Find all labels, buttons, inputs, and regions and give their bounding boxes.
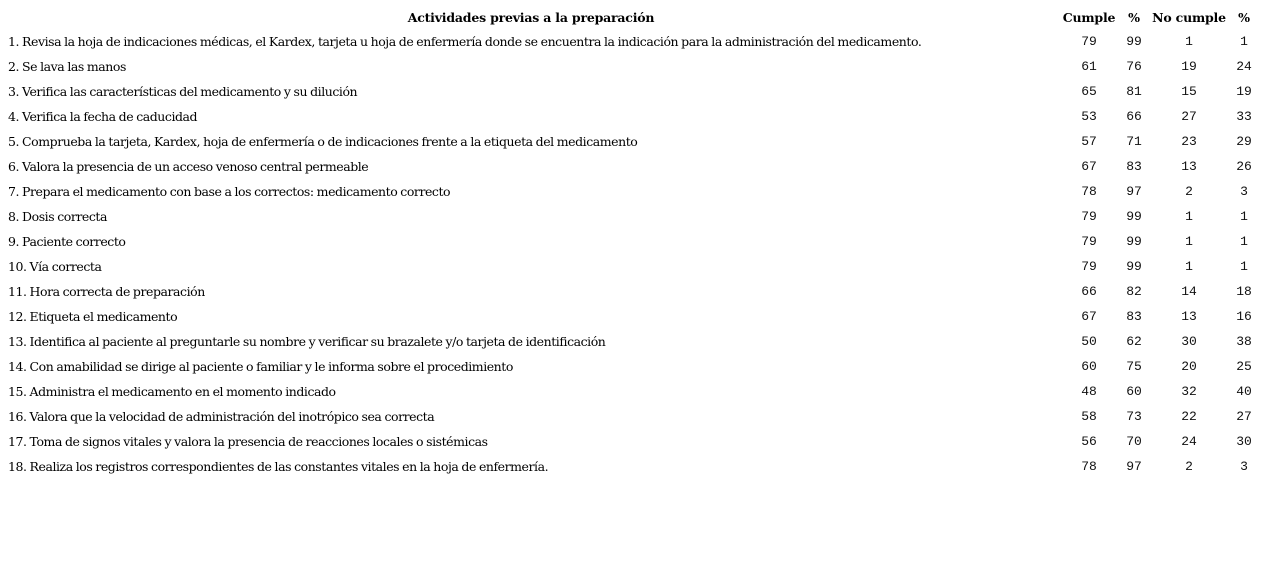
activity-cell: 12. Etiqueta el medicamento: [8, 309, 178, 324]
cumple-cell: 67: [1081, 159, 1097, 174]
no-cumple-cell: 1: [1185, 234, 1193, 249]
pct-cumple-cell: 99: [1126, 34, 1142, 49]
table-row: [4, 329, 1258, 354]
header-activity: Actividades previas a la preparación: [407, 9, 655, 25]
pct-cumple-cell: 99: [1126, 259, 1142, 274]
cumple-cell: 57: [1081, 134, 1097, 149]
pct-cumple-cell: 97: [1126, 184, 1142, 199]
no-cumple-cell: 13: [1181, 309, 1197, 324]
activity-cell: 18. Realiza los registros correspondientes de las constantes vitales en la hoja de enfermería.: [8, 459, 549, 474]
pct-cumple-cell: 60: [1126, 384, 1142, 399]
table-row: [4, 304, 1258, 329]
no-cumple-cell: 13: [1181, 159, 1197, 174]
table-row: [4, 129, 1258, 154]
table-body: [4, 29, 1258, 479]
cumple-cell: 79: [1081, 234, 1097, 249]
pct-cumple-cell: 81: [1126, 84, 1142, 99]
cumple-cell: 60: [1081, 359, 1097, 374]
pct-cumple-cell: 71: [1126, 134, 1142, 149]
pct-cumple-cell: 83: [1126, 309, 1142, 324]
activity-cell: 9. Paciente correcto: [8, 234, 126, 249]
activity-cell: 16. Valora que la velocidad de administración del inotrópico sea correcta: [8, 409, 435, 424]
pct-no-cumple-cell: 30: [1236, 434, 1252, 449]
cumple-cell: 78: [1081, 184, 1097, 199]
pct-no-cumple-cell: 29: [1236, 134, 1252, 149]
no-cumple-cell: 23: [1181, 134, 1197, 149]
no-cumple-cell: 22: [1181, 409, 1197, 424]
table-row: [4, 79, 1258, 104]
pct-no-cumple-cell: 40: [1236, 384, 1252, 399]
activity-cell: 5. Comprueba la tarjeta, Kardex, hoja de enfermería o de indicaciones frente a la etiqueta del medicamento: [8, 134, 638, 149]
table-row: [4, 179, 1258, 204]
pct-cumple-cell: 66: [1126, 109, 1142, 124]
pct-no-cumple-cell: 3: [1240, 184, 1248, 199]
pct-cumple-cell: 73: [1126, 409, 1142, 424]
pct-cumple-cell: 75: [1126, 359, 1142, 374]
no-cumple-cell: 30: [1181, 334, 1197, 349]
no-cumple-cell: 19: [1181, 59, 1197, 74]
cumple-cell: 67: [1081, 309, 1097, 324]
pct-no-cumple-cell: 1: [1240, 209, 1248, 224]
cumple-cell: 79: [1081, 209, 1097, 224]
cumple-cell: 48: [1081, 384, 1097, 399]
no-cumple-cell: 1: [1185, 209, 1193, 224]
pct-no-cumple-cell: 27: [1236, 409, 1252, 424]
no-cumple-cell: 27: [1181, 109, 1197, 124]
pct-cumple-cell: 99: [1126, 234, 1142, 249]
pct-no-cumple-cell: 1: [1240, 34, 1248, 49]
activities-table: [4, 5, 1258, 479]
table-row: [4, 154, 1258, 179]
pct-cumple-cell: 76: [1126, 59, 1142, 74]
table-row: [4, 254, 1258, 279]
pct-no-cumple-cell: 24: [1236, 59, 1252, 74]
pct-cumple-cell: 97: [1126, 459, 1142, 474]
pct-cumple-cell: 82: [1126, 284, 1142, 299]
no-cumple-cell: 14: [1181, 284, 1197, 299]
activity-cell: 8. Dosis correcta: [8, 209, 107, 224]
table-row: [4, 379, 1258, 404]
activity-cell: 13. Identifica al paciente al preguntarle su nombre y verificar su brazalete y/o tarjeta de identificación: [8, 334, 606, 349]
header-pct-no-cumple: %: [1238, 9, 1250, 25]
no-cumple-cell: 20: [1181, 359, 1197, 374]
pct-no-cumple-cell: 19: [1236, 84, 1252, 99]
no-cumple-cell: 1: [1185, 34, 1193, 49]
pct-cumple-cell: 62: [1126, 334, 1142, 349]
cumple-cell: 65: [1081, 84, 1097, 99]
pct-cumple-cell: 70: [1126, 434, 1142, 449]
table-row: [4, 454, 1258, 479]
cumple-cell: 50: [1081, 334, 1097, 349]
cumple-cell: 66: [1081, 284, 1097, 299]
no-cumple-cell: 2: [1185, 459, 1193, 474]
pct-no-cumple-cell: 18: [1236, 284, 1252, 299]
cumple-cell: 61: [1081, 59, 1097, 74]
pct-no-cumple-cell: 1: [1240, 259, 1248, 274]
pct-no-cumple-cell: 1: [1240, 234, 1248, 249]
pct-no-cumple-cell: 16: [1236, 309, 1252, 324]
activity-cell: 3. Verifica las características del medicamento y su dilución: [8, 84, 358, 99]
table-row: [4, 29, 1258, 54]
table-row: [4, 204, 1258, 229]
cumple-cell: 79: [1081, 259, 1097, 274]
pct-no-cumple-cell: 26: [1236, 159, 1252, 174]
table-row: [4, 54, 1258, 79]
table-row: [4, 229, 1258, 254]
cumple-cell: 56: [1081, 434, 1097, 449]
pct-no-cumple-cell: 3: [1240, 459, 1248, 474]
no-cumple-cell: 15: [1181, 84, 1197, 99]
activity-cell: 11. Hora correcta de preparación: [8, 284, 205, 299]
cumple-cell: 78: [1081, 459, 1097, 474]
no-cumple-cell: 1: [1185, 259, 1193, 274]
table-row: [4, 429, 1258, 454]
header-pct-cumple: %: [1128, 9, 1140, 25]
pct-cumple-cell: 99: [1126, 209, 1142, 224]
activity-cell: 17. Toma de signos vitales y valora la presencia de reacciones locales o sistémicas: [8, 434, 488, 449]
cumple-cell: 79: [1081, 34, 1097, 49]
activity-cell: 7. Prepara el medicamento con base a los correctos: medicamento correcto: [8, 184, 451, 199]
header-cumple: Cumple: [1062, 9, 1116, 25]
activity-cell: 15. Administra el medicamento en el momento indicado: [8, 384, 336, 399]
table-row: [4, 279, 1258, 304]
pct-no-cumple-cell: 38: [1236, 334, 1252, 349]
cumple-cell: 53: [1081, 109, 1097, 124]
pct-cumple-cell: 83: [1126, 159, 1142, 174]
activity-cell: 6. Valora la presencia de un acceso venoso central permeable: [8, 159, 369, 174]
activity-cell: 2. Se lava las manos: [8, 59, 126, 74]
header-row: [4, 5, 1258, 29]
activity-cell: 10. Vía correcta: [8, 259, 102, 274]
no-cumple-cell: 2: [1185, 184, 1193, 199]
header-no-cumple: No cumple: [1152, 9, 1226, 25]
activity-cell: 14. Con amabilidad se dirige al paciente o familiar y le informa sobre el procedimiento: [8, 359, 513, 374]
pct-no-cumple-cell: 33: [1236, 109, 1252, 124]
no-cumple-cell: 32: [1181, 384, 1197, 399]
activity-cell: 4. Verifica la fecha de caducidad: [8, 109, 198, 124]
table-row: [4, 404, 1258, 429]
table-header: [4, 5, 1258, 29]
table-row: [4, 354, 1258, 379]
no-cumple-cell: 24: [1181, 434, 1197, 449]
pct-no-cumple-cell: 25: [1236, 359, 1252, 374]
cumple-cell: 58: [1081, 409, 1097, 424]
table-row: [4, 104, 1258, 129]
activity-cell: 1. Revisa la hoja de indicaciones médicas, el Kardex, tarjeta u hoja de enfermería donde se encuentra la indicación para la administración del medicamento.: [8, 34, 922, 49]
